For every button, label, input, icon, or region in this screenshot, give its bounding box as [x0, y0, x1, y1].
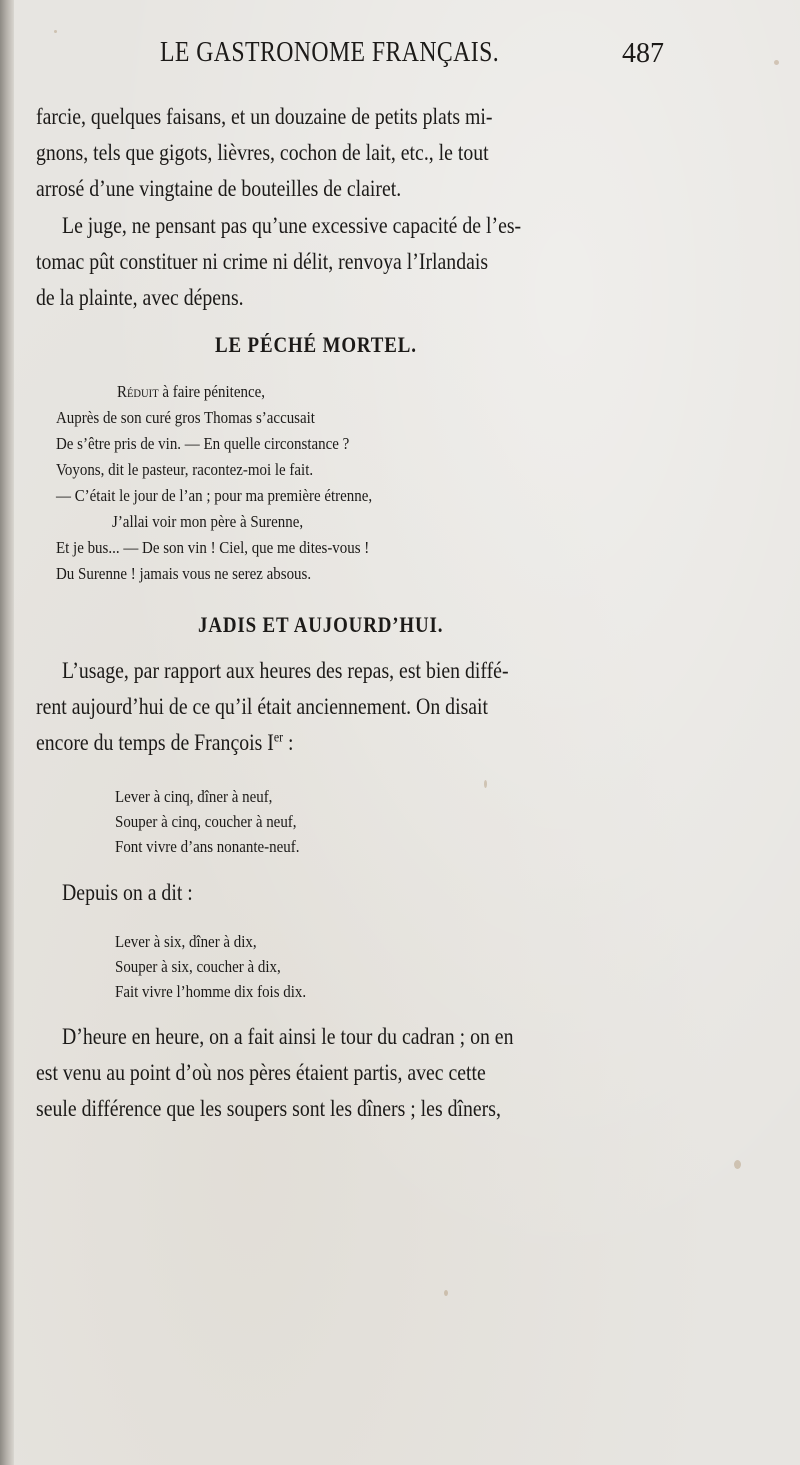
book-binding-edge [0, 0, 14, 1465]
paper-spot [444, 1290, 448, 1296]
poem-first-line-rest: à faire pénitence, [158, 382, 265, 401]
poem-line [117, 382, 265, 402]
paper-spot [54, 30, 57, 33]
text-line: seule différence que les soupers sont les dîners ; les dîners, [36, 1096, 501, 1121]
text-line: de la plainte, avec dépens. [36, 285, 244, 310]
poem-line: Du Surenne ! jamais vous ne serez absous. [56, 564, 312, 583]
text-line: arrosé d’une vingtaine de bouteilles de clairet. [36, 176, 402, 201]
section-heading-jadis: JADIS ET AUJOURD’HUI. [198, 612, 444, 637]
text-line: Le juge, ne pensant pas qu’une excessive capacité de l’es- [62, 213, 522, 238]
text-line: rent aujourd’hui de ce qu’il était anciennement. On disait [36, 694, 489, 719]
superscript-er: er [273, 729, 284, 745]
running-head-title: LE GASTRONOME FRANÇAIS. [160, 36, 500, 68]
verse-line: Souper à cinq, coucher à neuf, [115, 812, 297, 831]
paper-spot [734, 1160, 741, 1169]
text-line: D’heure en heure, on a fait ainsi le tour du cadran ; on en [62, 1024, 514, 1049]
verse-line: Lever à cinq, dîner à neuf, [115, 787, 273, 806]
text-line: est venu au point d’où nos pères étaient partis, avec cette [36, 1060, 486, 1085]
poem-line: Auprès de son curé gros Thomas s’accusait [56, 408, 315, 427]
text-line: tomac pût constituer ni crime ni délit, renvoya l’Irlandais [36, 249, 489, 274]
text-line: Depuis on a dit : [62, 880, 193, 905]
poem-first-word: Réduit [117, 382, 159, 401]
text-line: L’usage, par rapport aux heures des repas, est bien diffé- [62, 658, 509, 683]
section-heading-peche-mortel: LE PÉCHÉ MORTEL. [215, 332, 417, 357]
page-number: 487 [622, 38, 664, 69]
poem-line: Voyons, dit le pasteur, racontez-moi le fait. [56, 460, 314, 479]
poem-line: — C’était le jour de l’an ; pour ma première étrenne, [56, 486, 373, 505]
verse-line: Fait vivre l’homme dix fois dix. [115, 982, 307, 1001]
verse-line: Souper à six, coucher à dix, [115, 957, 281, 976]
poem-line: J’allai voir mon père à Surenne, [112, 512, 304, 531]
poem-line: De s’être pris de vin. — En quelle circonstance ? [56, 434, 350, 453]
text-fragment: encore du temps de François I [36, 730, 274, 755]
text-line: farcie, quelques faisans, et un douzaine de petits plats mi- [36, 104, 493, 129]
verse-line: Font vivre d’ans nonante-neuf. [115, 837, 300, 856]
verse-line: Lever à six, dîner à dix, [115, 932, 257, 951]
text-line [36, 730, 294, 756]
text-line: gnons, tels que gigots, lièvres, cochon de lait, etc., le tout [36, 140, 489, 165]
running-head [0, 36, 800, 76]
poem-line: Et je bus... — De son vin ! Ciel, que me dites-vous ! [56, 538, 370, 557]
paper-spot [484, 780, 487, 788]
text-fragment: : [283, 730, 294, 755]
